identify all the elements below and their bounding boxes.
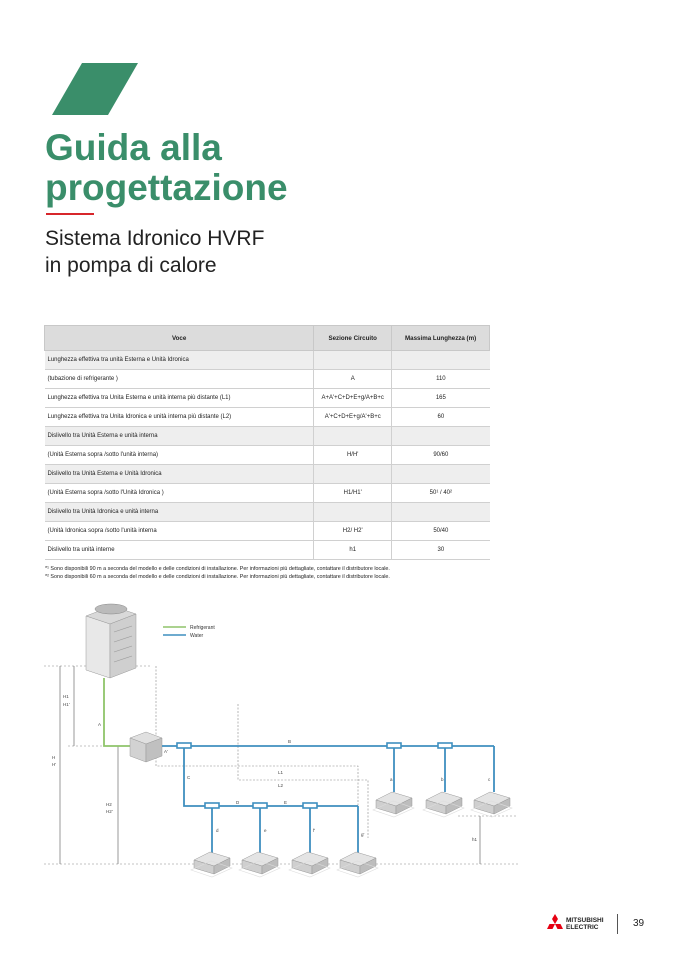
cell-lunghezza xyxy=(392,465,490,484)
cell-sezione xyxy=(314,427,392,446)
subtitle-line-1: Sistema Idronico HVRF xyxy=(45,227,265,250)
cell-lunghezza: 110 xyxy=(392,370,490,389)
cell-lunghezza xyxy=(392,503,490,522)
indoor-unit-icon xyxy=(289,852,330,877)
specs-table xyxy=(44,325,490,560)
cell-sezione xyxy=(314,351,392,370)
footnote-1: *¹ Sono disponibili 90 m a seconda del modello e delle condizioni di installazione. Per informazioni più dettagliate, contattare il distributore locale. xyxy=(45,566,390,572)
cell-voce: Lunghezza effettiva tra Unita Esterna e unità interna più distante (L1) xyxy=(45,389,314,408)
cell-sezione xyxy=(314,503,392,522)
title-underline xyxy=(46,213,94,215)
page-subtitle xyxy=(45,225,264,279)
label-H2-prime: H2' xyxy=(106,809,113,814)
label-f: f' xyxy=(313,828,316,833)
cell-lunghezza: 90/60 xyxy=(392,446,490,465)
title-line-2: progettazione xyxy=(45,167,288,208)
label-H: H xyxy=(52,755,56,760)
label-D: D xyxy=(236,800,240,805)
indoor-unit-icon xyxy=(239,852,280,877)
table-header-row xyxy=(45,326,490,351)
cell-lunghezza: 60 xyxy=(392,408,490,427)
legend-water: Water xyxy=(190,633,204,639)
cell-voce: Dislivello tra Unità Esterna e Unità Idronica xyxy=(45,465,314,484)
indoor-unit-icon xyxy=(423,792,464,817)
label-L1: L1 xyxy=(278,770,284,775)
table-group-row xyxy=(45,503,490,522)
cell-voce: (Unità Idronica sopra /sotto l'unità interna xyxy=(45,522,314,541)
cell-lunghezza: 30 xyxy=(392,541,490,560)
cell-sezione: H1/H1' xyxy=(314,484,392,503)
cell-lunghezza xyxy=(392,427,490,446)
cell-lunghezza: 50/40 xyxy=(392,522,490,541)
cell-sezione: h1 xyxy=(314,541,392,560)
table-row xyxy=(45,541,490,560)
column-header-lunghezza: Massima Lunghezza (m) xyxy=(392,326,490,351)
cell-voce: Dislivello tra Unità Idronica e unità interna xyxy=(45,503,314,522)
green-parallelogram-decoration xyxy=(52,63,138,115)
label-E: E xyxy=(284,800,288,805)
cell-sezione: H/H' xyxy=(314,446,392,465)
table-row xyxy=(45,408,490,427)
cell-voce: Dislivello tra Unità Esterna e unità interna xyxy=(45,427,314,446)
indoor-unit-icon xyxy=(471,792,512,817)
title-line-1: Guida alla xyxy=(45,127,222,168)
label-A: A xyxy=(98,722,102,727)
indoor-unit-icon xyxy=(337,852,378,877)
table-row xyxy=(45,522,490,541)
label-h1: h1 xyxy=(472,837,478,842)
cell-voce: Lunghezza effettiva tra Unita Idronica e unità interna più distante (L2) xyxy=(45,408,314,427)
cell-voce: (Unità Esterna sopra /sotto l'Unità Idronica ) xyxy=(45,484,314,503)
label-H1-prime: H1' xyxy=(63,702,70,707)
cell-sezione: A+A'+C+D+E+g/A+B+c xyxy=(314,389,392,408)
table-footnotes xyxy=(45,566,390,581)
label-H-prime: H' xyxy=(52,762,57,767)
column-header-voce: Voce xyxy=(45,326,314,351)
cell-voce: Lunghezza effettiva tra unità Esterna e Unità Idronica xyxy=(45,351,314,370)
label-a: a xyxy=(390,777,393,782)
hydronic-unit-icon xyxy=(130,732,162,762)
brand-line-1: MITSUBISHI xyxy=(566,917,604,924)
label-L2: L2 xyxy=(278,783,284,788)
table-row xyxy=(45,484,490,503)
table-row xyxy=(45,370,490,389)
cell-voce: (Unità Esterna sopra /sotto l'unità interna) xyxy=(45,446,314,465)
cell-lunghezza xyxy=(392,351,490,370)
label-B: B xyxy=(288,739,292,744)
cell-sezione xyxy=(314,465,392,484)
cell-sezione: A xyxy=(314,370,392,389)
label-H1: H1 xyxy=(63,694,69,699)
cell-voce: (tubazione di refrigerante ) xyxy=(45,370,314,389)
outdoor-unit-icon xyxy=(86,604,136,678)
indoor-unit-icon xyxy=(373,792,414,817)
label-A-prime: A' xyxy=(164,749,168,754)
subtitle-line-2: in pompa di calore xyxy=(45,254,217,277)
cell-sezione: H2/ H2' xyxy=(314,522,392,541)
table-group-row xyxy=(45,427,490,446)
label-g: g' xyxy=(361,832,365,837)
mitsubishi-electric-logo xyxy=(545,914,607,936)
cell-lunghezza: 165 xyxy=(392,389,490,408)
label-d: d xyxy=(216,828,219,833)
table-group-row xyxy=(45,465,490,484)
brand-line-2: ELECTRIC xyxy=(566,924,599,931)
indoor-unit-icon xyxy=(191,852,232,877)
label-c: c xyxy=(488,777,491,782)
cell-lunghezza: 50¹ / 40² xyxy=(392,484,490,503)
legend-refrigerant: Refrigerant xyxy=(190,625,215,631)
footer-divider xyxy=(617,914,618,934)
label-C: C xyxy=(187,775,191,780)
label-e: e xyxy=(264,828,267,833)
table-row xyxy=(45,446,490,465)
column-header-sezione: Sezione Circuito xyxy=(314,326,392,351)
table-group-row xyxy=(45,351,490,370)
page-title xyxy=(45,128,288,208)
cell-sezione: A'+C+D+E+g/A'+B+c xyxy=(314,408,392,427)
cell-voce: Dislivello tra unità interne xyxy=(45,541,314,560)
footnote-2: *² Sono disponibili 60 m a seconda del modello e delle condizioni di installazione. Per informazioni più dettagliate, contattare il distributore locale. xyxy=(45,573,390,580)
label-H2: H2 xyxy=(106,802,112,807)
label-b: b xyxy=(441,777,444,782)
hvrf-system-diagram xyxy=(38,596,528,886)
page-number: 39 xyxy=(633,918,645,929)
table-row xyxy=(45,389,490,408)
